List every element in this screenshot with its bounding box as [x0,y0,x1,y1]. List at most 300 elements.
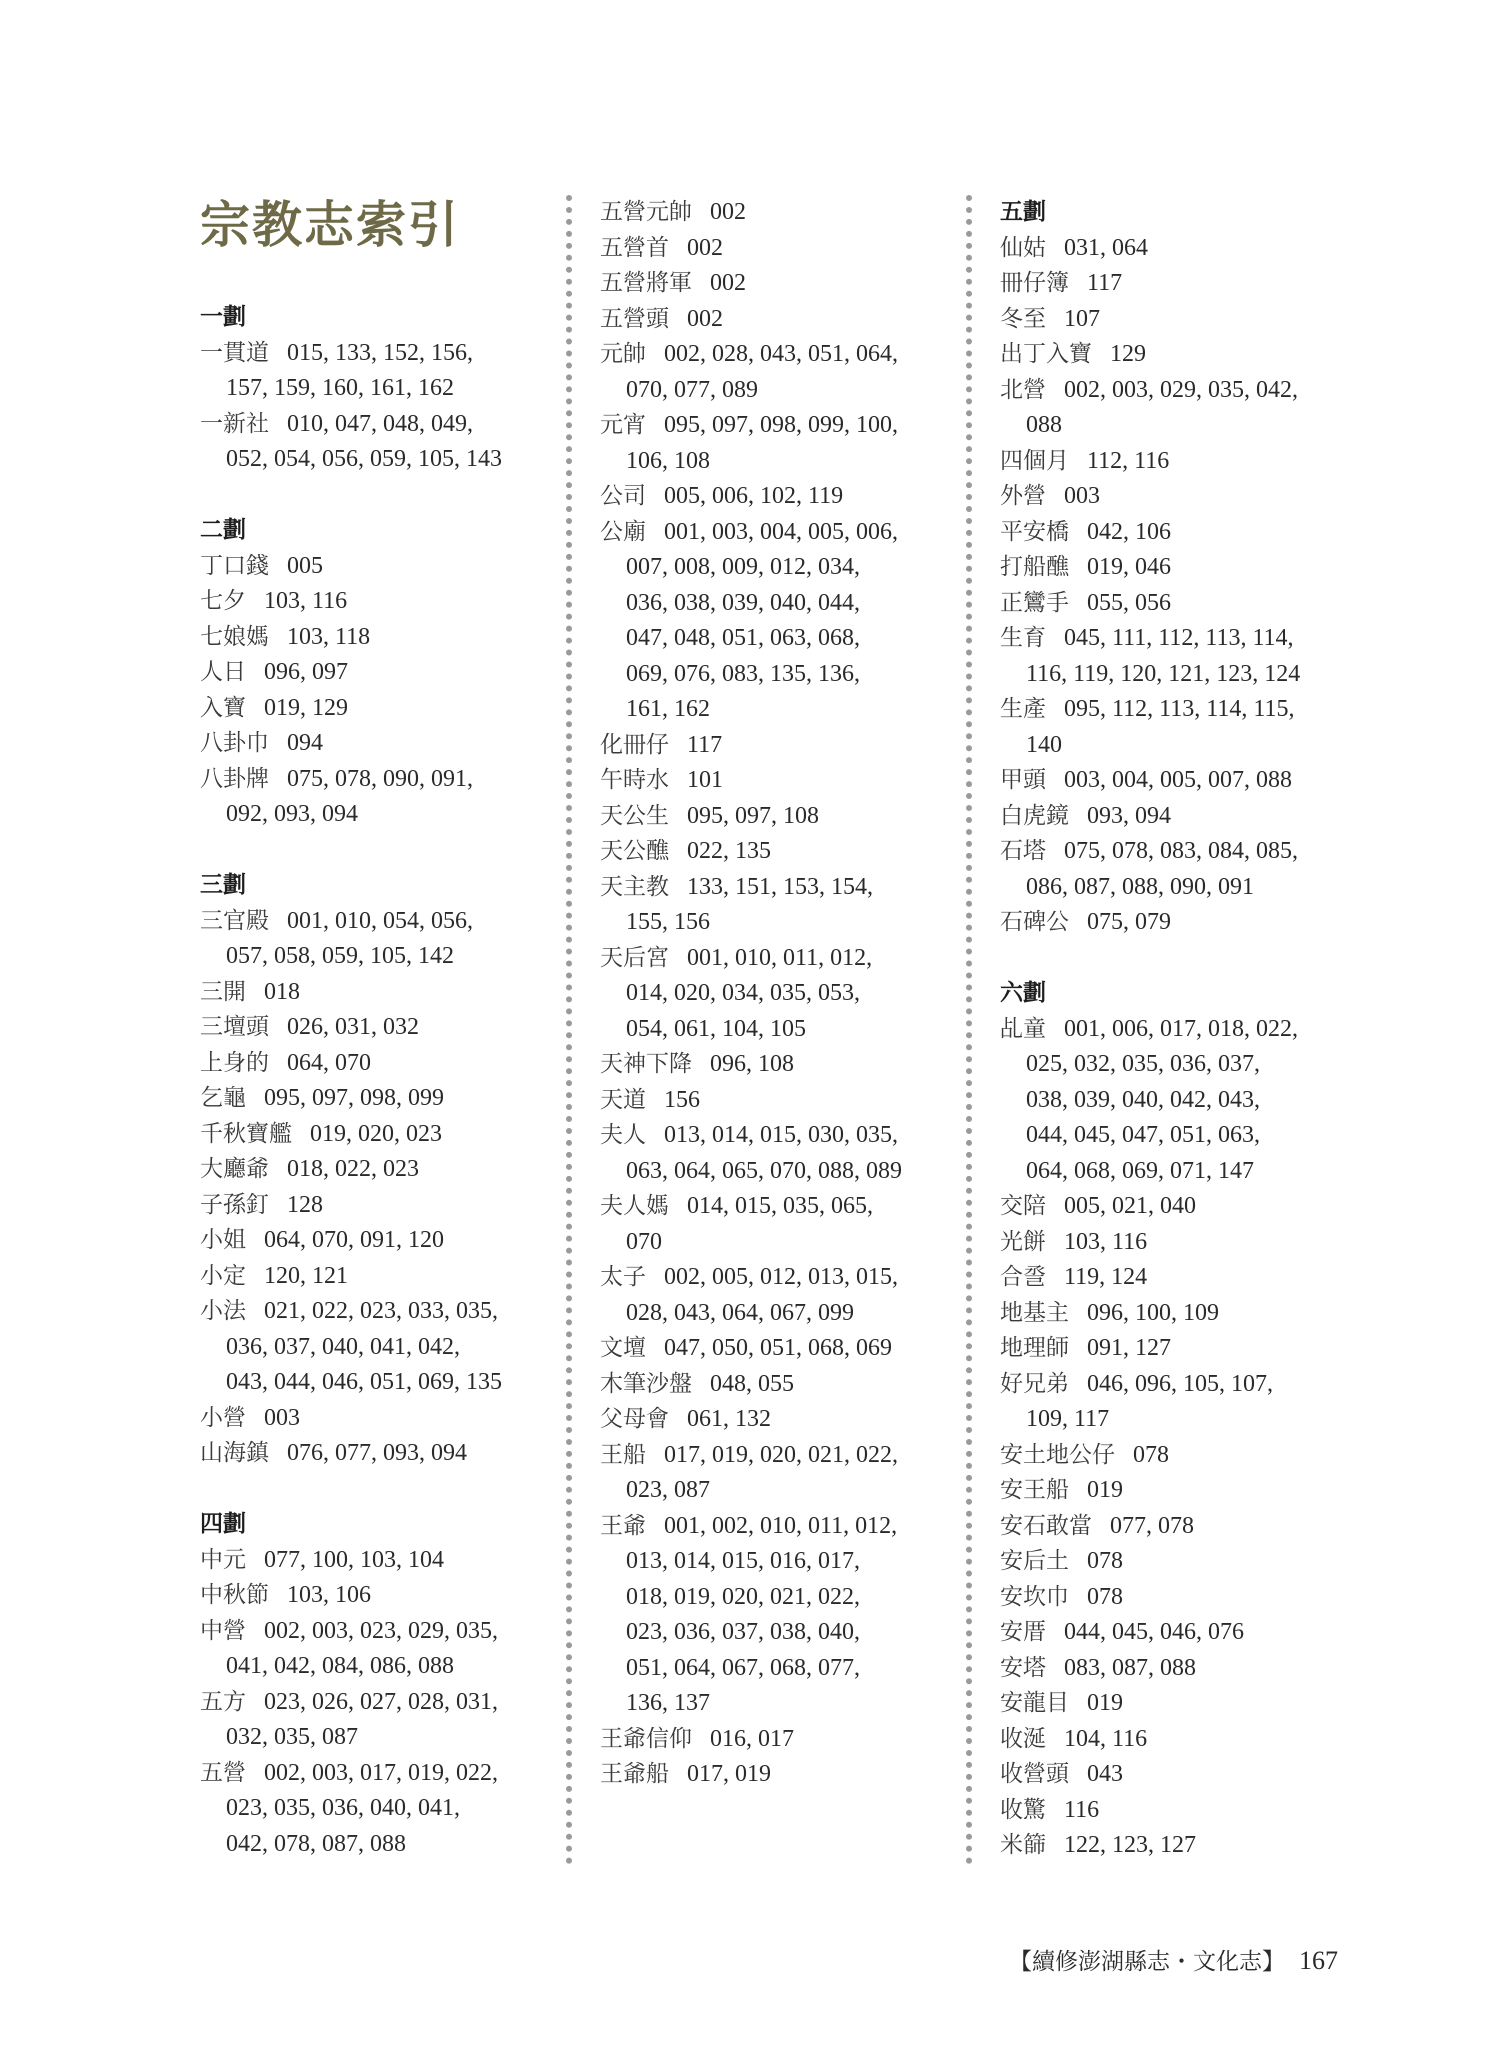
page-references: 001, 006, 017, 018, 022, [1064,1015,1298,1042]
index-entry [1000,1686,1355,1722]
index-entry [600,231,955,267]
page-references: 075, 078, 083, 084, 085, [1064,838,1298,864]
page-references: 136, 137 [626,1690,710,1716]
page-references: 019, 020, 023 [310,1120,442,1147]
index-term: 元帥 [600,341,646,367]
index-entry [1000,834,1355,905]
index-term: 小法 [200,1298,246,1324]
index-entry [200,655,555,691]
index-entry [200,726,555,762]
index-entry [600,1757,955,1793]
index-term: 北營 [1000,376,1046,403]
index-entry [1000,1722,1355,1758]
page-references: 015, 133, 152, 156, [287,339,473,366]
page-references: 128 [287,1191,323,1218]
index-term: 五方 [200,1688,246,1715]
index-term: 收營頭 [1000,1761,1069,1787]
page-references: 025, 032, 035, 036, 037, [1026,1051,1260,1077]
index-entry [1000,586,1355,622]
page-references: 018, 019, 020, 021, 022, [626,1583,860,1610]
page-references: 001, 003, 004, 005, 006, [664,518,898,545]
page-references: 038, 039, 040, 042, 043, [1026,1086,1260,1113]
page-references: 013, 014, 015, 030, 035, [664,1122,898,1148]
index-entry [200,1578,555,1614]
index-entry [200,1685,555,1756]
index-entry [200,1756,555,1863]
page-references: 140 [1026,731,1062,758]
index-column-1 [200,300,555,1898]
index-term: 七娘媽 [200,623,269,650]
page-references: 044, 045, 047, 051, 063, [1026,1122,1260,1148]
index-term: 白虎鏡 [1000,802,1069,829]
index-term: 中秋節 [200,1582,269,1608]
index-term: 交陪 [1000,1193,1046,1219]
page-references: 095, 097, 108 [687,802,819,829]
index-section [200,868,555,1472]
index-entry [1000,444,1355,480]
page-references: 002, 028, 043, 051, 064, [664,341,898,367]
index-term: 平安橋 [1000,518,1069,545]
page-references: 036, 038, 039, 040, 044, [626,589,860,616]
index-term: 收驚 [1000,1796,1046,1823]
page-references: 022, 135 [687,838,771,864]
page-references: 077, 100, 103, 104 [264,1546,444,1573]
index-entry [1000,1793,1355,1829]
index-entry [600,834,955,870]
index-column-3 [1000,195,1355,1899]
index-term: 木筆沙盤 [600,1370,692,1397]
index-entry [1000,302,1355,338]
index-term: 大廳爺 [200,1156,269,1182]
index-entry [1000,1225,1355,1261]
index-section [1000,195,1355,941]
index-entry [600,1402,955,1438]
index-entry [1000,621,1355,692]
index-entry [200,336,555,407]
page-references: 088 [1026,412,1062,438]
stroke-count-heading: 六劃 [1000,980,1046,1006]
index-term: 安厝 [1000,1619,1046,1645]
page-references: 075, 079 [1087,909,1171,935]
index-term: 收涎 [1000,1725,1046,1752]
index-entry [200,620,555,656]
index-term: 夫人 [600,1122,646,1148]
index-entry [1000,1473,1355,1509]
page-references: 155, 156 [626,909,710,935]
index-term: 安龍目 [1000,1690,1069,1716]
index-term: 米篩 [1000,1832,1046,1858]
index-entry [1000,550,1355,586]
page-references: 129 [1110,341,1146,367]
index-entry [200,1081,555,1117]
page-references: 095, 112, 113, 114, 115, [1064,696,1295,722]
page-references: 019 [1087,1690,1123,1716]
index-term: 五營頭 [600,305,669,332]
page-references: 016, 017 [710,1725,794,1752]
page-references: 043, 044, 046, 051, 069, 135 [226,1369,502,1395]
index-term: 一貫道 [200,339,269,366]
index-entry [1000,1615,1355,1651]
index-term: 五營首 [600,234,669,261]
index-entry [200,1401,555,1437]
index-entry [1000,1544,1355,1580]
index-term: 文壇 [600,1335,646,1361]
index-entry [1000,373,1355,444]
page-references: 007, 008, 009, 012, 034, [626,554,860,580]
index-term: 千秋寶艦 [200,1120,292,1147]
index-entry [200,1117,555,1153]
page-references: 042, 078, 087, 088 [226,1830,406,1857]
index-term: 四個月 [1000,447,1069,474]
index-term: 丁口錢 [200,552,269,579]
index-term: 王爺船 [600,1761,669,1787]
index-term: 天主教 [600,873,669,900]
page-references: 047, 048, 051, 063, 068, [626,625,860,651]
page-references: 069, 076, 083, 135, 136, [626,660,860,687]
page-title: 宗教志索引 [200,195,460,254]
page-references: 064, 070, 091, 120 [264,1227,444,1253]
index-term: 太子 [600,1264,646,1290]
index-entry [600,1722,955,1758]
page-references: 083, 087, 088 [1064,1654,1196,1681]
page-references: 157, 159, 160, 161, 162 [226,375,454,401]
index-term: 五營 [200,1759,246,1786]
page-references: 031, 064 [1064,234,1148,261]
index-entry [200,691,555,727]
index-section [200,1507,555,1862]
page-references: 021, 022, 023, 033, 035, [264,1298,498,1324]
index-term: 三壇頭 [200,1014,269,1040]
index-entry [1000,799,1355,835]
stroke-count-heading: 五劃 [1000,199,1046,225]
index-term: 安土地公仔 [1000,1441,1115,1468]
index-term: 公廟 [600,518,646,545]
index-term: 地基主 [1000,1299,1069,1326]
stroke-count-heading: 一劃 [200,304,246,330]
page-references: 019, 046 [1087,554,1171,580]
page-references: 092, 093, 094 [226,801,358,827]
page-references: 103, 106 [287,1582,371,1608]
page-references: 095, 097, 098, 099, 100, [664,412,898,438]
page-references: 018 [264,978,300,1005]
index-term: 王爺 [600,1512,646,1539]
index-term: 安塔 [1000,1654,1046,1681]
index-term: 王爺信仰 [600,1725,692,1752]
page-references: 003 [264,1404,300,1431]
page-references: 017, 019 [687,1761,771,1787]
index-entry [600,1260,955,1331]
index-entry [1000,337,1355,373]
page-references: 093, 094 [1087,802,1171,829]
index-term: 出丁入寶 [1000,341,1092,367]
index-term: 父母會 [600,1406,669,1432]
index-entry [1000,1012,1355,1190]
index-entry [200,1614,555,1685]
index-term: 安石敢當 [1000,1512,1092,1539]
page-references: 048, 055 [710,1370,794,1397]
page-references: 101 [687,767,723,793]
page-references: 070, 077, 089 [626,376,758,403]
page-references: 005, 006, 102, 119 [664,483,844,509]
index-entry [200,1294,555,1401]
index-term: 生產 [1000,696,1046,722]
page-references: 120, 121 [264,1262,348,1289]
index-entry [200,975,555,1011]
page-references: 119, 124 [1064,1264,1148,1290]
page-references: 094 [287,730,323,756]
index-term: 山海鎮 [200,1440,269,1466]
index-term: 乩童 [1000,1015,1046,1042]
page-references: 061, 132 [687,1406,771,1432]
index-entry [200,1436,555,1472]
page-references: 063, 064, 065, 070, 088, 089 [626,1157,902,1184]
index-term: 天后宮 [600,944,669,971]
index-term: 王船 [600,1441,646,1468]
index-entry [1000,1651,1355,1687]
book-title: 【續修澎湖縣志・文化志】 [1009,1949,1285,1975]
index-entry [200,584,555,620]
page-references: 003 [1064,483,1100,509]
page-references: 023, 035, 036, 040, 041, [226,1795,460,1821]
stroke-count-heading: 四劃 [200,1511,246,1537]
index-entry [1000,1260,1355,1296]
page-references: 028, 043, 064, 067, 099 [626,1299,854,1326]
index-entry [1000,479,1355,515]
page-references: 055, 056 [1087,589,1171,616]
page-references: 043 [1087,1761,1123,1787]
index-term: 子孫釘 [200,1191,269,1218]
dotted-column-divider [966,195,972,1865]
index-term: 入寶 [200,694,246,721]
index-entry [600,266,955,302]
page-references: 117 [1087,270,1123,296]
page-references: 103, 116 [1064,1228,1148,1255]
index-entry [600,1047,955,1083]
dotted-column-divider [566,195,572,1865]
index-term: 正鸞手 [1000,589,1069,616]
index-term: 化冊仔 [600,731,669,758]
page-references: 117 [687,731,723,758]
index-term: 合巹 [1000,1264,1046,1290]
page-references: 052, 054, 056, 059, 105, 143 [226,446,502,472]
index-term: 冊仔簿 [1000,270,1069,296]
page-references: 077, 078 [1110,1512,1194,1539]
index-term: 天神下降 [600,1051,692,1077]
index-entry [200,1543,555,1579]
index-section [200,513,555,833]
index-section [200,300,555,478]
index-entry [600,408,955,479]
page-references: 001, 010, 011, 012, [687,944,873,971]
page-references: 109, 117 [1026,1406,1110,1432]
page-references: 023, 026, 027, 028, 031, [264,1688,498,1715]
index-term: 天公生 [600,802,669,829]
page-references: 133, 151, 153, 154, [687,873,873,900]
index-term: 光餅 [1000,1228,1046,1255]
page-references: 010, 047, 048, 049, [287,410,473,437]
index-entry [600,1367,955,1403]
page-references: 070 [626,1228,662,1255]
index-term: 元宵 [600,412,646,438]
page-references: 005 [287,552,323,579]
page-references: 104, 116 [1064,1725,1148,1752]
index-term: 午時水 [600,767,669,793]
index-entry [1000,1367,1355,1438]
page-references: 014, 020, 034, 035, 053, [626,980,860,1006]
page-number: 167 [1299,1946,1338,1975]
page-references: 156 [664,1086,700,1113]
page-references: 086, 087, 088, 090, 091 [1026,873,1254,900]
page-references: 036, 037, 040, 041, 042, [226,1333,460,1360]
page-references: 042, 106 [1087,518,1171,545]
page-references: 003, 004, 005, 007, 088 [1064,767,1292,793]
page-references: 107 [1064,305,1100,332]
index-term: 中營 [200,1617,246,1644]
index-entry [600,337,955,408]
page-references: 106, 108 [626,447,710,474]
index-entry [600,195,955,231]
page-references: 002, 003, 017, 019, 022, [264,1759,498,1786]
page-references: 017, 019, 020, 021, 022, [664,1441,898,1468]
index-term: 三開 [200,978,246,1005]
page-references: 002 [687,305,723,332]
page-references: 103, 116 [264,588,348,614]
index-term: 生育 [1000,625,1046,651]
page-references: 026, 031, 032 [287,1014,419,1040]
index-section [600,195,955,1793]
index-entry [1000,1189,1355,1225]
index-entry [600,1509,955,1722]
index-entry [600,1083,955,1119]
page-references: 075, 078, 090, 091, [287,765,473,792]
index-term: 地理師 [1000,1335,1069,1361]
index-entry [200,1223,555,1259]
index-term: 小姐 [200,1227,246,1253]
index-term: 乞龜 [200,1085,246,1111]
page-references: 002 [710,199,746,225]
index-entry [600,479,955,515]
page-references: 018, 022, 023 [287,1156,419,1182]
page-references: 161, 162 [626,696,710,722]
index-term: 八卦巾 [200,730,269,756]
page-references: 041, 042, 084, 086, 088 [226,1653,454,1679]
index-term: 打船醮 [1000,554,1069,580]
index-term: 小營 [200,1404,246,1431]
page-references: 005, 021, 040 [1064,1193,1196,1219]
page-references: 095, 097, 098, 099 [264,1085,444,1111]
index-entry [200,1188,555,1224]
page-references: 047, 050, 051, 068, 069 [664,1335,892,1361]
index-entry [200,407,555,478]
index-term: 石塔 [1000,838,1046,864]
page-references: 001, 002, 010, 011, 012, [664,1512,898,1539]
index-term: 冬至 [1000,305,1046,332]
page-references: 002 [710,270,746,296]
page-references: 001, 010, 054, 056, [287,907,473,934]
index-term: 安坎巾 [1000,1583,1069,1610]
index-entry [1000,1828,1355,1864]
index-term: 外營 [1000,483,1046,509]
page-references: 023, 087 [626,1477,710,1503]
index-term: 好兄弟 [1000,1370,1069,1397]
index-entry [1000,1438,1355,1474]
index-entry [1000,905,1355,941]
index-term: 小定 [200,1262,246,1289]
page-footer [1009,1943,1338,1976]
index-entry [1000,231,1355,267]
page-references: 023, 036, 037, 038, 040, [626,1619,860,1645]
index-section [1000,976,1355,1864]
index-entry [200,904,555,975]
index-term: 石碑公 [1000,909,1069,935]
index-entry [1000,692,1355,763]
index-entry [600,870,955,941]
page-references: 002 [687,234,723,261]
page-references: 096, 097 [264,659,348,685]
page-references: 019 [1087,1477,1123,1503]
index-entry [600,728,955,764]
page-references: 076, 077, 093, 094 [287,1440,467,1466]
index-entry [1000,763,1355,799]
index-term: 天公醮 [600,838,669,864]
page-references: 103, 118 [287,623,371,650]
index-column-2 [600,195,955,1828]
page-references: 019, 129 [264,694,348,721]
index-entry [1000,1331,1355,1367]
index-entry [1000,515,1355,551]
page-references: 091, 127 [1087,1335,1171,1361]
page-references: 096, 108 [710,1051,794,1077]
index-entry [1000,1580,1355,1616]
index-entry [200,549,555,585]
page-references: 054, 061, 104, 105 [626,1015,806,1042]
index-entry [600,941,955,1048]
index-entry [600,1118,955,1189]
page-references: 032, 035, 087 [226,1724,358,1750]
page-references: 078 [1087,1583,1123,1610]
page-references: 013, 014, 015, 016, 017, [626,1548,860,1574]
index-term: 五營將軍 [600,270,692,296]
page-references: 112, 116 [1087,447,1170,474]
index-entry [600,763,955,799]
page-references: 116, 119, 120, 121, 123, 124 [1026,660,1301,687]
index-term: 五營元帥 [600,199,692,225]
index-term: 天道 [600,1086,646,1113]
index-entry [600,1189,955,1260]
index-term: 甲頭 [1000,767,1046,793]
index-term: 安王船 [1000,1477,1069,1503]
index-term: 安后土 [1000,1548,1069,1574]
index-entry [600,302,955,338]
page-references: 122, 123, 127 [1064,1832,1196,1858]
index-term: 人日 [200,659,246,685]
index-term: 一新社 [200,410,269,437]
index-entry [1000,266,1355,302]
index-term: 八卦牌 [200,765,269,792]
index-term: 上身的 [200,1049,269,1076]
page-references: 014, 015, 035, 065, [687,1193,873,1219]
index-entry [200,762,555,833]
page-references: 064, 068, 069, 071, 147 [1026,1157,1254,1184]
index-entry [200,1010,555,1046]
index-entry [600,799,955,835]
index-entry [1000,1296,1355,1332]
index-term: 三官殿 [200,907,269,934]
page-references: 045, 111, 112, 113, 114, [1064,625,1294,651]
page-references: 057, 058, 059, 105, 142 [226,943,454,969]
index-entry [1000,1757,1355,1793]
index-entry [600,1438,955,1509]
